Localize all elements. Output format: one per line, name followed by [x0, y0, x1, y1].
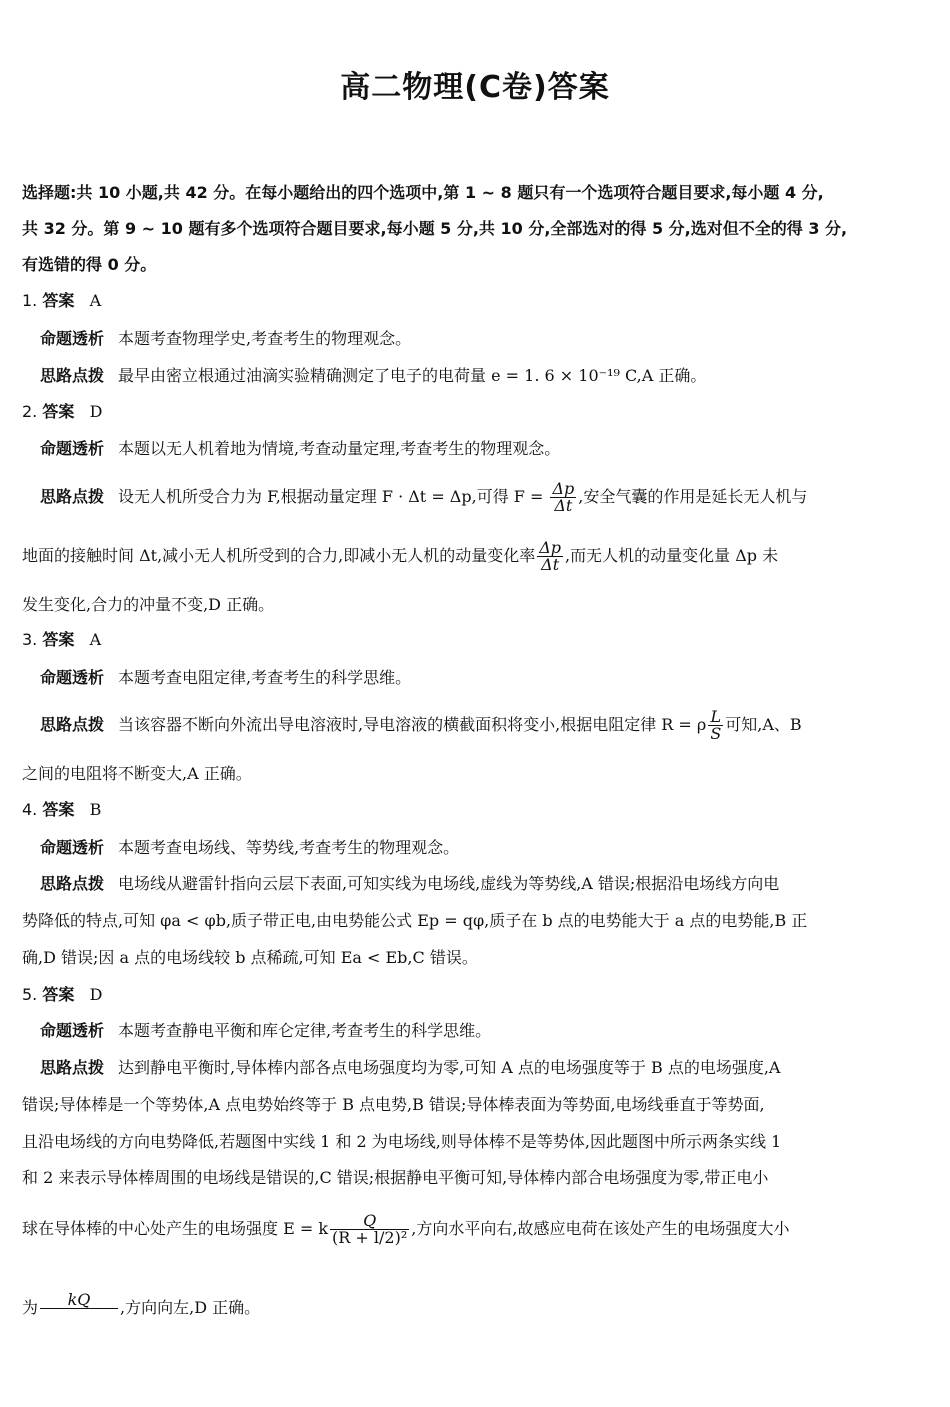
q2-analysis: 本题以无人机着地为情境,考查动量定理,考查考生的物理观念。	[118, 439, 561, 458]
q5-hint-e: 球在导体棒的中心处产生的电场强度 E = k	[22, 1219, 329, 1238]
q5-hint-line-5	[22, 1204, 789, 1254]
q3-hint-label: 思路点拨	[40, 715, 105, 734]
q4-hint-line-2: 势降低的特点,可知 φa < φb,质子带正电,由电势能公式 Ep = qφ,质子在 b 点的电势能大于 a 点的电势能,B 正	[22, 911, 808, 930]
q1-analysis: 本题考查物理学史,考查考生的物理观念。	[118, 329, 412, 348]
q3-hint-a: 当该容器不断向外流出导电溶液时,导电溶液的横截面积将变小,根据电阻定律 R = ρ	[118, 715, 707, 734]
q5-frac1-den: (R + l/2)²	[332, 1228, 408, 1247]
q4-answer-line	[22, 800, 101, 820]
q5-analysis: 本题考查静电平衡和库仑定律,考查考生的科学思维。	[118, 1021, 492, 1040]
q4-hint-line-3: 确,D 错误;因 a 点的电场线较 b 点稀疏,可知 Ea < Eb,C 错误。	[22, 948, 478, 967]
q1-answer-label: 答案	[42, 291, 75, 310]
q5-hint-label: 思路点拨	[40, 1058, 105, 1077]
q2-number: 2.	[22, 402, 38, 421]
q1-analysis-line	[40, 329, 411, 349]
q2-frac2-den: Δt	[541, 555, 560, 574]
q4-analysis-label: 命题透析	[40, 838, 105, 857]
q3-answer-line	[22, 630, 101, 650]
q1-hint-label: 思路点拨	[40, 366, 105, 385]
q3-analysis-line	[40, 668, 411, 688]
q3-fraction	[708, 709, 723, 742]
q2-analysis-label: 命题透析	[40, 439, 105, 458]
q4-answer-label: 答案	[42, 800, 75, 819]
q5-hint-g: 为	[22, 1298, 39, 1317]
q2-answer-line	[22, 402, 102, 422]
q2-hint-line-1	[40, 478, 807, 516]
q3-hint-line-2: 之间的电阻将不断变大,A 正确。	[22, 764, 252, 783]
intro-line-1: 选择题:共 10 小题,共 42 分。在每小题给出的四个选项中,第 1 ~ 8 题只有一个选项符合题目要求,每小题 4 分,	[22, 183, 824, 202]
q5-number: 5.	[22, 985, 38, 1004]
q2-hint-line-2	[22, 537, 778, 575]
q3-answer: A	[89, 630, 102, 649]
q1-answer-line	[22, 291, 101, 311]
q3-number: 3.	[22, 630, 38, 649]
intro-line-3: 有选错的得 0 分。	[22, 255, 157, 274]
q5-analysis-line	[40, 1021, 491, 1041]
q4-hint-line-1	[40, 874, 779, 894]
q1-hint: 最早由密立根通过油滴实验精确测定了电子的电荷量 e = 1. 6 × 10⁻¹⁹ C,A 正确。	[118, 366, 707, 385]
q4-answer: B	[89, 800, 102, 819]
q1-hint-line	[40, 366, 706, 386]
q1-answer: A	[89, 291, 102, 310]
q2-fraction-1	[550, 481, 576, 514]
q2-hint-d: ,而无人机的动量变化量 Δp 未	[565, 546, 779, 565]
q2-analysis-line	[40, 439, 560, 459]
q2-hint-label: 思路点拨	[40, 487, 105, 506]
q3-frac-den: S	[710, 724, 722, 743]
q1-analysis-label: 命题透析	[40, 329, 105, 348]
q3-hint-line-1	[40, 706, 802, 744]
q1-number: 1.	[22, 291, 38, 310]
q2-answer-label: 答案	[42, 402, 75, 421]
q4-hint-label: 思路点拨	[40, 874, 105, 893]
q4-hint-a: 电场线从避雷针指向云层下表面,可知实线为电场线,虚线为等势线,A 错误;根据沿电场线方向电	[118, 874, 780, 893]
q4-analysis: 本题考查电场线、等势线,考查考生的物理观念。	[118, 838, 460, 857]
q5-hint-line-4: 和 2 来表示导体棒周围的电场线是错误的,C 错误;根据静电平衡可知,导体棒内部合电场强度为零,带正电小	[22, 1168, 769, 1187]
q2-frac1-den: Δt	[554, 496, 573, 515]
q5-analysis-label: 命题透析	[40, 1021, 105, 1040]
q3-frac-num: L	[708, 709, 723, 726]
q3-answer-label: 答案	[42, 630, 75, 649]
q2-hint-line-3: 发生变化,合力的冲量不变,D 正确。	[22, 595, 275, 614]
q2-fraction-2	[537, 540, 563, 573]
q3-analysis-label: 命题透析	[40, 668, 105, 687]
q2-hint-b: ,安全气囊的作用是延长无人机与	[578, 487, 808, 506]
q5-answer: D	[89, 985, 103, 1004]
q5-hint-f: ,方向水平向右,故感应电荷在该处产生的电场强度大小	[411, 1219, 790, 1238]
q5-hint-h: ,方向向左,D 正确。	[120, 1298, 261, 1317]
q5-answer-label: 答案	[42, 985, 75, 1004]
q2-answer: D	[89, 402, 103, 421]
q5-answer-line	[22, 985, 102, 1005]
q4-analysis-line	[40, 838, 459, 858]
q5-hint-line-2: 错误;导体棒是一个等势体,A 点电势始终等于 B 点电势,B 错误;导体棒表面为等势面,电场线垂直于等势面,	[22, 1095, 765, 1114]
q5-fraction-1	[330, 1213, 409, 1246]
intro-line-2: 共 32 分。第 9 ~ 10 题有多个选项符合题目要求,每小题 5 分,共 10 分,全部选对的得 5 分,选对但不全的得 3 分,	[22, 219, 848, 238]
q2-frac2-num: Δp	[539, 538, 562, 557]
q5-frac2-num: kQ	[40, 1292, 118, 1309]
q2-hint-c: 地面的接触时间 Δt,减小无人机所受到的合力,即减小无人机的动量变化率	[22, 546, 536, 565]
q5-frac1-num: Q	[330, 1213, 409, 1230]
q2-hint-a: 设无人机所受合力为 F,根据动量定理 F · Δt = Δp,可得 F =	[118, 487, 544, 506]
q2-frac1-num: Δp	[552, 479, 575, 498]
q5-hint-line-1	[40, 1058, 781, 1078]
q4-number: 4.	[22, 800, 38, 819]
q5-frac2-den	[40, 1309, 118, 1325]
q5-hint-a: 达到静电平衡时,导体棒内部各点电场强度均为零,可知 A 点的电场强度等于 B 点的电场强度,A	[118, 1058, 781, 1077]
page-title: 高二物理(C卷)答案	[340, 70, 610, 105]
q5-hint-line-3: 且沿电场线的方向电势降低,若题图中实线 1 和 2 为电场线,则导体棒不是等势体,因此题图中所示两条实线 1	[22, 1132, 782, 1151]
q5-hint-line-6	[22, 1292, 260, 1325]
q3-hint-b: 可知,A、B	[725, 715, 802, 734]
q3-analysis: 本题考查电阻定律,考查考生的科学思维。	[118, 668, 412, 687]
q5-fraction-2	[40, 1292, 118, 1325]
